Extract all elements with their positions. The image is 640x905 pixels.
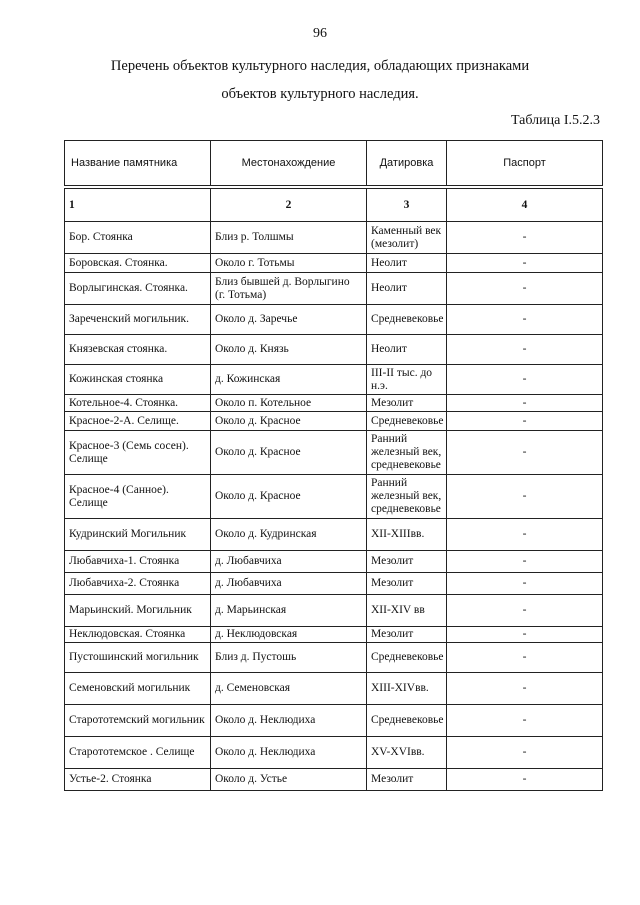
cell-location: д. Семеновская xyxy=(211,673,367,705)
cell-passport: - xyxy=(447,643,603,673)
cell-date: Неолит xyxy=(367,254,447,273)
header-location: Местонахождение xyxy=(211,141,367,186)
cell-name: Любавчиха-2. Стоянка xyxy=(65,573,211,595)
cell-location: Около д. Неклюдиха xyxy=(211,737,367,769)
cell-passport: - xyxy=(447,705,603,737)
column-number-row xyxy=(65,189,603,222)
document-title-line-1: Перечень объектов культурного наследия, обладающих признаками xyxy=(110,58,530,74)
cell-location: Около д. Заречье xyxy=(211,305,367,335)
cell-name: Кудринский Могильник xyxy=(65,519,211,551)
cell-passport: - xyxy=(447,431,603,475)
cell-location: д. Неклюдовская xyxy=(211,627,367,643)
cell-passport: - xyxy=(447,737,603,769)
table-row xyxy=(65,222,603,254)
cell-name: Зареченский могильник. xyxy=(65,305,211,335)
cell-name: Котельное-4. Стоянка. xyxy=(65,395,211,412)
cell-passport: - xyxy=(447,673,603,705)
cell-date: Неолит xyxy=(367,273,447,305)
cell-name: Неклюдовская. Стоянка xyxy=(65,627,211,643)
cell-name: Устье-2. Стоянка xyxy=(65,769,211,791)
cell-passport: - xyxy=(447,222,603,254)
column-number: 1 xyxy=(65,189,211,222)
cell-location: Около г. Тотьмы xyxy=(211,254,367,273)
cell-date: Каменный век (мезолит) xyxy=(367,222,447,254)
document-title-line-2: объектов культурного наследия. xyxy=(221,86,419,102)
table-row xyxy=(65,769,603,791)
cell-passport: - xyxy=(447,412,603,431)
cell-passport: - xyxy=(447,305,603,335)
cell-location: Около д. Князь xyxy=(211,335,367,365)
header-date: Датировка xyxy=(367,141,447,186)
table-row xyxy=(65,595,603,627)
cell-date: Неолит xyxy=(367,335,447,365)
cell-date: Средневековье xyxy=(367,705,447,737)
cell-date: Мезолит xyxy=(367,573,447,595)
table-row xyxy=(65,475,603,519)
cell-location: Близ д. Пустошь xyxy=(211,643,367,673)
cell-date: Мезолит xyxy=(367,627,447,643)
cell-passport: - xyxy=(447,551,603,573)
cell-location: д. Любавчиха xyxy=(211,573,367,595)
cell-date: Мезолит xyxy=(367,769,447,791)
cell-date: Ранний железный век, средневековье xyxy=(367,431,447,475)
cell-name: Красное-2-А. Селище. xyxy=(65,412,211,431)
table-label: Таблица I.5.2.3 xyxy=(510,113,600,128)
table-row xyxy=(65,395,603,412)
table-row xyxy=(65,412,603,431)
heritage-objects-table xyxy=(64,188,603,791)
table-row xyxy=(65,643,603,673)
cell-location: Около д. Кудринская xyxy=(211,519,367,551)
cell-name: Старототемский могильник xyxy=(65,705,211,737)
table-row xyxy=(65,673,603,705)
cell-location: Около д. Красное xyxy=(211,431,367,475)
cell-name: Кожинская стоянка xyxy=(65,365,211,395)
table-row xyxy=(65,705,603,737)
cell-passport: - xyxy=(447,395,603,412)
cell-location: Около д. Красное xyxy=(211,412,367,431)
cell-date: III-II тыс. до н.э. xyxy=(367,365,447,395)
cell-passport: - xyxy=(447,475,603,519)
table-row xyxy=(65,335,603,365)
table-row xyxy=(65,519,603,551)
cell-passport: - xyxy=(447,273,603,305)
cell-date: XV-XVIвв. xyxy=(367,737,447,769)
cell-date: XIII-XIVвв. xyxy=(367,673,447,705)
table-row xyxy=(65,273,603,305)
cell-location: Близ р. Толшмы xyxy=(211,222,367,254)
cell-location: Около п. Котельное xyxy=(211,395,367,412)
table-row xyxy=(65,365,603,395)
cell-name: Бор. Стоянка xyxy=(65,222,211,254)
cell-name: Ворлыгинская. Стоянка. xyxy=(65,273,211,305)
cell-name: Красное-4 (Санное). Селище xyxy=(65,475,211,519)
table-row xyxy=(65,431,603,475)
cell-location: д. Кожинская xyxy=(211,365,367,395)
cell-name: Марьинский. Могильник xyxy=(65,595,211,627)
cell-name: Старототемское . Селище xyxy=(65,737,211,769)
cell-location: д. Марьинская xyxy=(211,595,367,627)
table-row xyxy=(65,737,603,769)
cell-passport: - xyxy=(447,519,603,551)
cell-name: Боровская. Стоянка. xyxy=(65,254,211,273)
cell-name: Семеновский могильник xyxy=(65,673,211,705)
header-name: Название памятника xyxy=(65,141,211,186)
cell-date: Средневековье xyxy=(367,305,447,335)
table-row xyxy=(65,305,603,335)
cell-date: Средневековье xyxy=(367,412,447,431)
cell-location: Около д. Красное xyxy=(211,475,367,519)
cell-date: Ранний железный век, средневековье xyxy=(367,475,447,519)
cell-location: Около д. Неклюдиха xyxy=(211,705,367,737)
column-number: 2 xyxy=(211,189,367,222)
header-passport: Паспорт xyxy=(447,141,603,186)
cell-passport: - xyxy=(447,335,603,365)
cell-passport: - xyxy=(447,769,603,791)
cell-date: Средневековье xyxy=(367,643,447,673)
cell-location: Близ бывшей д. Ворлыгино (г. Тотьма) xyxy=(211,273,367,305)
cell-passport: - xyxy=(447,573,603,595)
table-row xyxy=(65,627,603,643)
cell-date: Мезолит xyxy=(367,395,447,412)
cell-passport: - xyxy=(447,627,603,643)
column-number: 4 xyxy=(447,189,603,222)
cell-name: Красное-3 (Семь сосен). Селище xyxy=(65,431,211,475)
table-row xyxy=(65,573,603,595)
cell-date: XII-XIIIвв. xyxy=(367,519,447,551)
cell-passport: - xyxy=(447,254,603,273)
cell-name: Пустошинский могильник xyxy=(65,643,211,673)
column-number: 3 xyxy=(367,189,447,222)
header-row xyxy=(65,141,603,186)
cell-passport: - xyxy=(447,365,603,395)
cell-location: Около д. Устье xyxy=(211,769,367,791)
table-row xyxy=(65,254,603,273)
cell-name: Князевская стоянка. xyxy=(65,335,211,365)
cell-name: Любавчиха-1. Стоянка xyxy=(65,551,211,573)
table-row xyxy=(65,551,603,573)
table-header xyxy=(64,140,603,186)
cell-date: Мезолит xyxy=(367,551,447,573)
cell-passport: - xyxy=(447,595,603,627)
page-number: 96 xyxy=(313,26,327,41)
cell-date: XII-XIV вв xyxy=(367,595,447,627)
cell-location: д. Любавчиха xyxy=(211,551,367,573)
